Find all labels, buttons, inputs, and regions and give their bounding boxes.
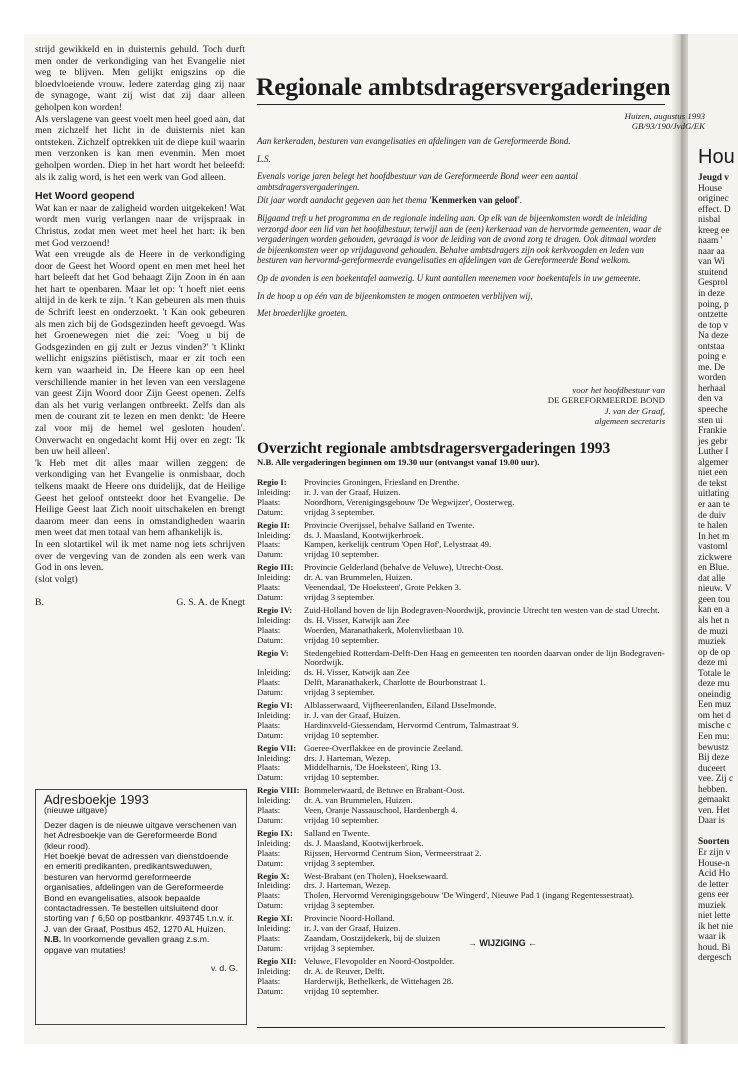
box-text: Het boekje bevat de adressen van dienstdoende en emeriti predikanten, predikantsweduwen, besturen van hervormd gereformeerde organisaties, afdelingen van de Gereformeerde Bond en evangelisaties, alsook bepaalde contactadressen. Te bestellen uitsluitend door storting van ƒ 6,50 op postbanknr. 493745 t.n.v. ir. J. van der Graaf, Postbus 452, 1270 AL Huizen. (44, 851, 234, 934)
field-label: Plaats: (257, 975, 281, 986)
field-label: Datum: (257, 591, 284, 602)
text-line: Totale le (698, 668, 731, 679)
field-value: Veluwe, Flevopolder en Noord-Oostpolder. (304, 955, 455, 966)
text-line: kan en a (698, 605, 730, 616)
region-entry (257, 649, 667, 699)
text-line: poing e (698, 352, 726, 363)
right-page-title: Hou (698, 146, 735, 168)
field-value: vrijdag 3 september. (304, 506, 375, 517)
field-label: Inleiding: (257, 837, 291, 848)
paragraph: Bijgaand treft u het programma en de regionale indeling aan. Op elk van de bijeenkomsten wordt de inleiding verzorgd door een lid van het hoofdbestuur, terwijl aan de (een) kerkeraad van de hervormde gemeenten, waar de vergaderingen worden gehouden, gevraagd is voor de leiding van de avond zorg te dragen. Ook ditmaal worden de bijeenkomsten weer op vrijdagavond gehouden. Behalve ambtsdragers zijn ook kerkvoogden en leden van besturen van hervormd-gereformeerde evangelisaties en afdelingen van de Gereformeerde Bond welkom. (257, 212, 662, 266)
field-label: Inleiding: (257, 667, 291, 678)
text-line: algemer (698, 457, 729, 468)
text-line: hebben. (698, 784, 728, 795)
field-value: ds. J. Maasland, Kootwijkerbroek. (304, 529, 424, 540)
field-label: Inleiding: (257, 614, 291, 625)
text-line: van Wi (698, 257, 725, 268)
field-value: Provincie Gelderland (behalve de Veluwe), Utrecht-Oost. (304, 562, 504, 573)
letter-header: Huizen, augustus 1993 GB/93/190/JvdG/EK (624, 111, 705, 132)
text-line: naam ' (698, 236, 723, 247)
field-value: Salland en Twente. (304, 827, 371, 838)
field-value: Noordhorn, Verenigingsgebouw 'De Wegwijzer', Oosterweg. (304, 496, 515, 507)
field-label: Plaats: (257, 496, 281, 507)
field-label: Plaats: (257, 582, 281, 593)
field-label: Regio VII: (257, 742, 297, 753)
text-line: deze mu (698, 679, 730, 690)
field-value: Alblasserwaard, Vijfheerenlanden, Eiland IJsselmonde. (304, 700, 497, 711)
field-value: vrijdag 3 september. (304, 591, 375, 602)
text-line: niet lette (698, 911, 731, 922)
text-line: stuitend (698, 267, 728, 278)
right-page-text (698, 173, 733, 964)
field-label: Inleiding: (257, 880, 291, 891)
text-line: ik het nie (698, 921, 733, 932)
box-text: Dezer dagen is de nieuwe uitgave verschenen van het Adresboekje van de Gereformeerde Bond (kleur rood). (44, 819, 237, 851)
field-value: ds. H. Visser, Katwijk aan Zee (304, 614, 410, 625)
field-label: Plaats: (257, 847, 281, 858)
paragraph: In de hoop u op één van de bijeenkomsten te mogen ontmoeten verblijven wij, (257, 290, 533, 301)
region-entry (257, 478, 667, 518)
text-line: te halen (698, 521, 728, 532)
field-label: Datum: (257, 942, 284, 953)
field-label: Regio V: (257, 647, 289, 658)
region-entry (257, 872, 667, 912)
box-title: Adresboekje 1993 (44, 792, 149, 807)
paragraph: In een slotartikel wil ik met name nog iets schrijven over de vergeving van de zonden als een werk van God in ons leven. (35, 538, 245, 574)
addressee: Aan kerkeraden, besturen van evangelisaties en afdelingen van de Gereformeerde Bond. (257, 136, 571, 146)
text-line: de tekst (698, 478, 727, 489)
field-label: Inleiding: (257, 529, 291, 540)
field-value: Zuid-Holland boven de lijn Bodegraven-Noordwijk, provincie Utrecht ten westen van de stad Utrecht. (304, 604, 660, 615)
field-value: Middelharnis, 'De Hoeksteen', Ring 13. (304, 762, 442, 773)
author-signature (35, 597, 245, 609)
text-line: bewustz (698, 742, 729, 753)
text-line: geen tou (698, 594, 731, 605)
field-label: Inleiding: (257, 752, 291, 763)
field-value: Harderwijk, Bethelkerk, de Wittehagen 28. (304, 975, 454, 986)
paragraph: Evenals vorige jaren belegt het hoofdbestuur van de Gereformeerde Bond weer een aantal ambtsdragersvergaderingen. (257, 171, 578, 192)
field-value: Goeree-Overflakkee en de provincie Zeeland. (304, 742, 463, 753)
field-value: Provincie Noord-Holland. (304, 913, 395, 924)
field-value: Zaandam, Oostzijdekerk, bij de sluizen (304, 932, 441, 943)
field-label: Plaats: (257, 805, 281, 816)
field-value: dr. A. van Brummelen, Huizen. (304, 795, 413, 806)
field-label: Regio VI: (257, 700, 293, 711)
text-line: effect. D (698, 204, 731, 215)
text-line: de top v (698, 320, 729, 331)
salutation: L.S. (257, 153, 271, 164)
paragraph: 'k Heb met dit alles maar willen zeggen: de verkondiging van het Evangelie is onmisbaar, doch telkens maakt de Heere ons duidelijk, dat de Heilige Geest het geloof ontsteekt door het Evangelie. De Heilige Geest laat Zich nooit uitschakelen en brengt daarom meer dan eens in omstandigheden waarin men weet dat men totaal van hem afhankelijk is. (35, 457, 245, 539)
text-line: Soorten (698, 837, 730, 848)
field-value: vrijdag 3 september. (304, 942, 375, 953)
field-label: Regio VIII: (257, 785, 300, 796)
text-line: muziek (698, 900, 726, 911)
field-value: vrijdag 10 september. (304, 985, 380, 996)
field-value: ir. J. van der Graaf, Huizen. (304, 923, 401, 934)
field-label: Plaats: (257, 719, 281, 730)
paragraph: Wat kan er naar de zaligheid worden uitgekeken! Wat wordt men vurig verlangen naar de vrijspraak in Christus, zodat men weet met heel het hart: ik ben met God verzoend! (35, 202, 245, 249)
text-line: houd. Bi (698, 942, 731, 953)
field-value: vrijdag 10 september. (304, 549, 380, 560)
field-label: Datum: (257, 506, 284, 517)
field-value: drs. J. Harteman, Wezep. (304, 752, 391, 763)
region-entry (257, 563, 667, 603)
field-value: vrijdag 3 september. (304, 857, 375, 868)
field-value: drs. J. Harteman, Wezep. (304, 880, 391, 891)
field-value: Veenendaal, 'De Hoeksteen', Grote Pekken 3. (304, 582, 462, 593)
text-line: Jeugd v (698, 173, 729, 183)
text-line: mische c (698, 721, 732, 732)
field-label: Plaats: (257, 677, 281, 688)
overview-title: Overzicht regionale ambtsdragersvergaderingen 1993 (257, 440, 611, 457)
sign-initial: B. (35, 597, 44, 609)
box-note: N.B. In voorkomende gevallen graag z.s.m. opgave van mutaties! (44, 934, 210, 955)
text-line: deze mi (698, 658, 728, 669)
field-value: Provincie Overijssel, behalve Salland en Twente. (304, 519, 475, 530)
field-value: Delft, Maranathakerk, Charlotte de Bourbonstraat 1. (304, 677, 486, 688)
field-label: Datum: (257, 857, 284, 868)
region-entry (257, 914, 667, 954)
text-line: ontstaa (698, 341, 725, 352)
divider (257, 104, 665, 105)
text-line: Een mu: (698, 731, 730, 742)
text-line: dat alle (698, 573, 726, 584)
text-line: ven. Het (698, 805, 730, 816)
field-value: Bommelerwaard, de Betuwe en Brabant-Oost. (304, 785, 465, 796)
text-line: Bij deze (698, 753, 729, 764)
text-line: House-n (698, 858, 730, 869)
field-label: Regio III: (257, 562, 294, 573)
text-line: Een muz (698, 700, 732, 711)
text-line: de letter (698, 879, 729, 890)
text-line: als het n (698, 615, 730, 626)
paragraph: Wat een vreugde als de Heere in de verkondiging door de Geest het Woord opent en men met heel het hart beleeft dat het God behaagt Zijn Zoon in én aan het hart te openbaren. Maar let op: 't hoeft niet eens altijd in de kerk te zijn. 't Kan gebeuren als men thuis de Schrift leest en onderzoekt. 't Kan ook gebeuren als men zich bij de Godsgezinden heeft gevoegd. Was het Groenewegen niet die zei: 'Voeg u bij de Godsgezinden en gij zult er Jezus vinden?' 't Klinkt wellicht enigszins piëtistisch, maar er zit toch een kern van waarheid in. De Heere kan op een heel verschillende manier in het leven van een verslagene van geest Zijn Woord door Zijn Geest openen. Zelfs dan als het vurig verlangen ontbreekt. Zelfs dan als men de courant zit te lezen en men denkt: 'de Heere zal voor mij de hemel wel gesloten houden'. Onverwacht en ongedacht komt Hij over en zegt: 'Ik ben uw heil alleen'. (35, 249, 245, 458)
field-value: vrijdag 3 september. (304, 900, 375, 911)
text-line: niet een (698, 468, 728, 479)
text-line: sten ui (698, 415, 723, 426)
box-signature: v. d. G. (210, 963, 238, 974)
text-line: Er zijn v (698, 848, 731, 858)
field-label: Regio XI: (257, 913, 293, 924)
text-line: vastoml (698, 542, 728, 553)
text-line: In het m (698, 531, 730, 542)
text-line: gens eer (698, 890, 729, 901)
divider (257, 1027, 665, 1028)
text-line: om het d (698, 710, 731, 721)
paragraph: Op de avonden is een boekentafel aanwezig. U kunt aantallen meenemen voor boekentafels in uw gemeente. (257, 272, 641, 283)
field-value: Tholen, Hervormd Verenigingsgebouw 'De Wingerd', Nieuwe Pad 1 (ingang Regentessestraat). (304, 890, 635, 901)
field-value: Hardinxveld-Giessendam, Hervormd Centrum, Talmastraat 9. (304, 719, 519, 730)
field-value: ir. J. van der Graaf, Huizen. (304, 709, 401, 720)
field-label: Datum: (257, 815, 284, 825)
text-line: ontzette (698, 310, 728, 321)
page-title: Regionale ambtsdragersvergaderingen (256, 72, 671, 101)
region-list (257, 478, 667, 999)
paragraph: strijd gewikkeld en in duisternis gehuld. Toch durft men onder de verkondiging van het Evangelie niet weg te blijven. Men gelijkt enigszins op die bloedvloeiende vrouw. Iedere zaterdag ging zij naar de synagoge, want zij wist dat zij daar alleen geholpen kon worden! (35, 44, 245, 113)
field-label: Datum: (257, 729, 284, 740)
text-line: Daar is (698, 816, 725, 827)
text-line: gemaakt (698, 795, 730, 806)
field-label: Plaats: (257, 762, 281, 773)
region-entry (257, 744, 667, 784)
article-continuation (35, 44, 245, 609)
letter-closing: voor het hoofdbestuur van DE GEREFORMEERDE BOND J. van der Graaf, algemeen secretaris (547, 385, 665, 427)
field-label: Regio IX: (257, 827, 293, 838)
field-label: Plaats: (257, 624, 281, 635)
text-line: jes gebr (698, 436, 728, 447)
magazine-page-right (688, 34, 738, 1044)
box-subtitle: (nieuwe uitgave) (44, 805, 108, 816)
field-value: Kampen, kerkelijk centrum 'Open Hof', Lelystraat 49. (304, 539, 492, 550)
text-line: de muzi (698, 626, 728, 637)
text-line: Acid Ho (698, 869, 731, 880)
paragraph: Dit jaar wordt aandacht gegeven aan het thema 'Kenmerken van geloof'. (257, 195, 523, 206)
text-line: nisbal (698, 215, 721, 226)
text-line: originec (698, 194, 729, 205)
text-line: naar aa (698, 246, 725, 257)
field-label: Datum: (257, 900, 284, 911)
field-label: Inleiding: (257, 795, 291, 806)
text-line: en Blue. (698, 563, 730, 574)
text-line: duceert (698, 763, 726, 774)
field-label: Datum: (257, 549, 284, 560)
text-line: in deze (698, 289, 725, 300)
theme: 'Kenmerken van geloof' (429, 195, 520, 206)
field-value: ds. H. Visser, Katwijk aan Zee (304, 667, 410, 678)
field-value: Rijssen, Hervormd Centrum Sion, Vermeerstraat 2. (304, 847, 482, 858)
author-name: G. S. A. de Knegt (176, 597, 245, 609)
field-label: Datum: (257, 687, 284, 698)
paragraph: Als verslagene van geest voelt men heel goed aan, dat men zichzelf het licht in de duisternis niet kan ontsteken. Zichzelf optrekken uit de diepe kuil waarin men verzonken is kan men evenmin. Men moet geholpen worden. Diep in het hart wordt het beleefd: als ik zalig word, is het een werk van God alleen. (35, 113, 245, 183)
field-label: Regio II: (257, 519, 291, 530)
field-value: Veen, Oranje Nassauschool, Hardenbergh 4. (304, 805, 458, 816)
nb-label: N.B. (44, 934, 62, 945)
text-line: nieuw. V (698, 584, 732, 595)
text-line: Na deze (698, 331, 729, 342)
text-line: vee. Zij c (698, 774, 734, 785)
text-line: zickwere (698, 552, 732, 563)
field-value: dr. A. van Brummelen, Huizen. (304, 572, 413, 583)
text-line: Luther I (698, 447, 729, 458)
field-value: ir. J. van der Graaf, Huizen. (304, 486, 401, 497)
field-label: Plaats: (257, 890, 281, 901)
text-line: de duiv (698, 510, 726, 521)
overview-note: N.B. Alle vergaderingen beginnen om 19.30 uur (ontvangst vanaf 19.00 uur). (257, 457, 540, 467)
field-value: dr. A. de Reuver, Delft. (304, 965, 385, 976)
field-value: vrijdag 10 september. (304, 815, 380, 825)
field-value: vrijdag 3 september. (304, 687, 375, 698)
text-line: poing, p (698, 299, 729, 310)
text-line: House (698, 183, 722, 194)
field-label: Datum: (257, 985, 284, 996)
field-label: Inleiding: (257, 923, 291, 934)
field-label: Regio IV: (257, 604, 293, 615)
field-label: Inleiding: (257, 709, 291, 720)
field-label: Plaats: (257, 932, 281, 943)
region-entry (257, 606, 667, 646)
text-line: speeche (698, 405, 728, 416)
field-value: ds. J. Maasland, Kootwijkerbroek. (304, 837, 424, 848)
region-entry (257, 957, 667, 997)
change-notice: → WIJZIGING ← (468, 938, 538, 948)
field-value: Provincies Groningen, Friesland en Drenthe. (304, 477, 460, 487)
text-line (698, 827, 733, 838)
paragraph: Met broederlijke groeten. (257, 308, 348, 319)
paragraph: (slot volgt) (35, 573, 78, 585)
text-line: worden (698, 373, 727, 384)
text-line: den va (698, 394, 723, 405)
field-label: Inleiding: (257, 572, 291, 583)
letter-body (257, 136, 665, 326)
field-label: Regio X: (257, 870, 290, 881)
region-entry (257, 786, 667, 826)
field-value: vrijdag 10 september. (304, 634, 380, 645)
text-line: kreeg ee (698, 225, 730, 236)
text-line: herhaal (698, 383, 726, 394)
region-entry (257, 521, 667, 561)
field-label: Inleiding: (257, 486, 291, 497)
text-line: uitlating (698, 489, 730, 500)
text-line: dergesch (698, 953, 732, 964)
text-line: waar ik (698, 932, 726, 943)
field-label: Regio I: (257, 477, 287, 487)
field-value: vrijdag 10 september. (304, 729, 380, 740)
text-line: muziek (698, 637, 726, 648)
adresboekje-box (35, 789, 247, 1025)
region-entry (257, 701, 667, 741)
text-line: oneindig (698, 689, 731, 700)
text-line: op de op (698, 647, 731, 658)
field-label: Inleiding: (257, 965, 291, 976)
text-line: me. De (698, 362, 726, 373)
section-heading: Het Woord geopend (35, 190, 135, 203)
text-line: er aan te (698, 499, 730, 510)
field-label: Regio XII: (257, 955, 297, 966)
field-label: Plaats: (257, 539, 281, 550)
field-value: West-Brabant (en Tholen), Hoeksewaard. (304, 870, 449, 881)
field-value: vrijdag 10 september. (304, 772, 380, 783)
text-line: Gesprol (698, 278, 728, 289)
field-label: Datum: (257, 634, 284, 645)
field-label: Datum: (257, 772, 284, 783)
field-value: Woerden, Maranathakerk, Molenvlietbaan 10. (304, 624, 464, 635)
region-entry (257, 829, 667, 869)
text-line: Frankie (698, 426, 727, 437)
field-value: Stedengebied Rotterdam-Delft-Den Haag en gemeenten ten noorden daarvan onder de lijn Bodegraven-Noordwijk. (304, 647, 665, 668)
